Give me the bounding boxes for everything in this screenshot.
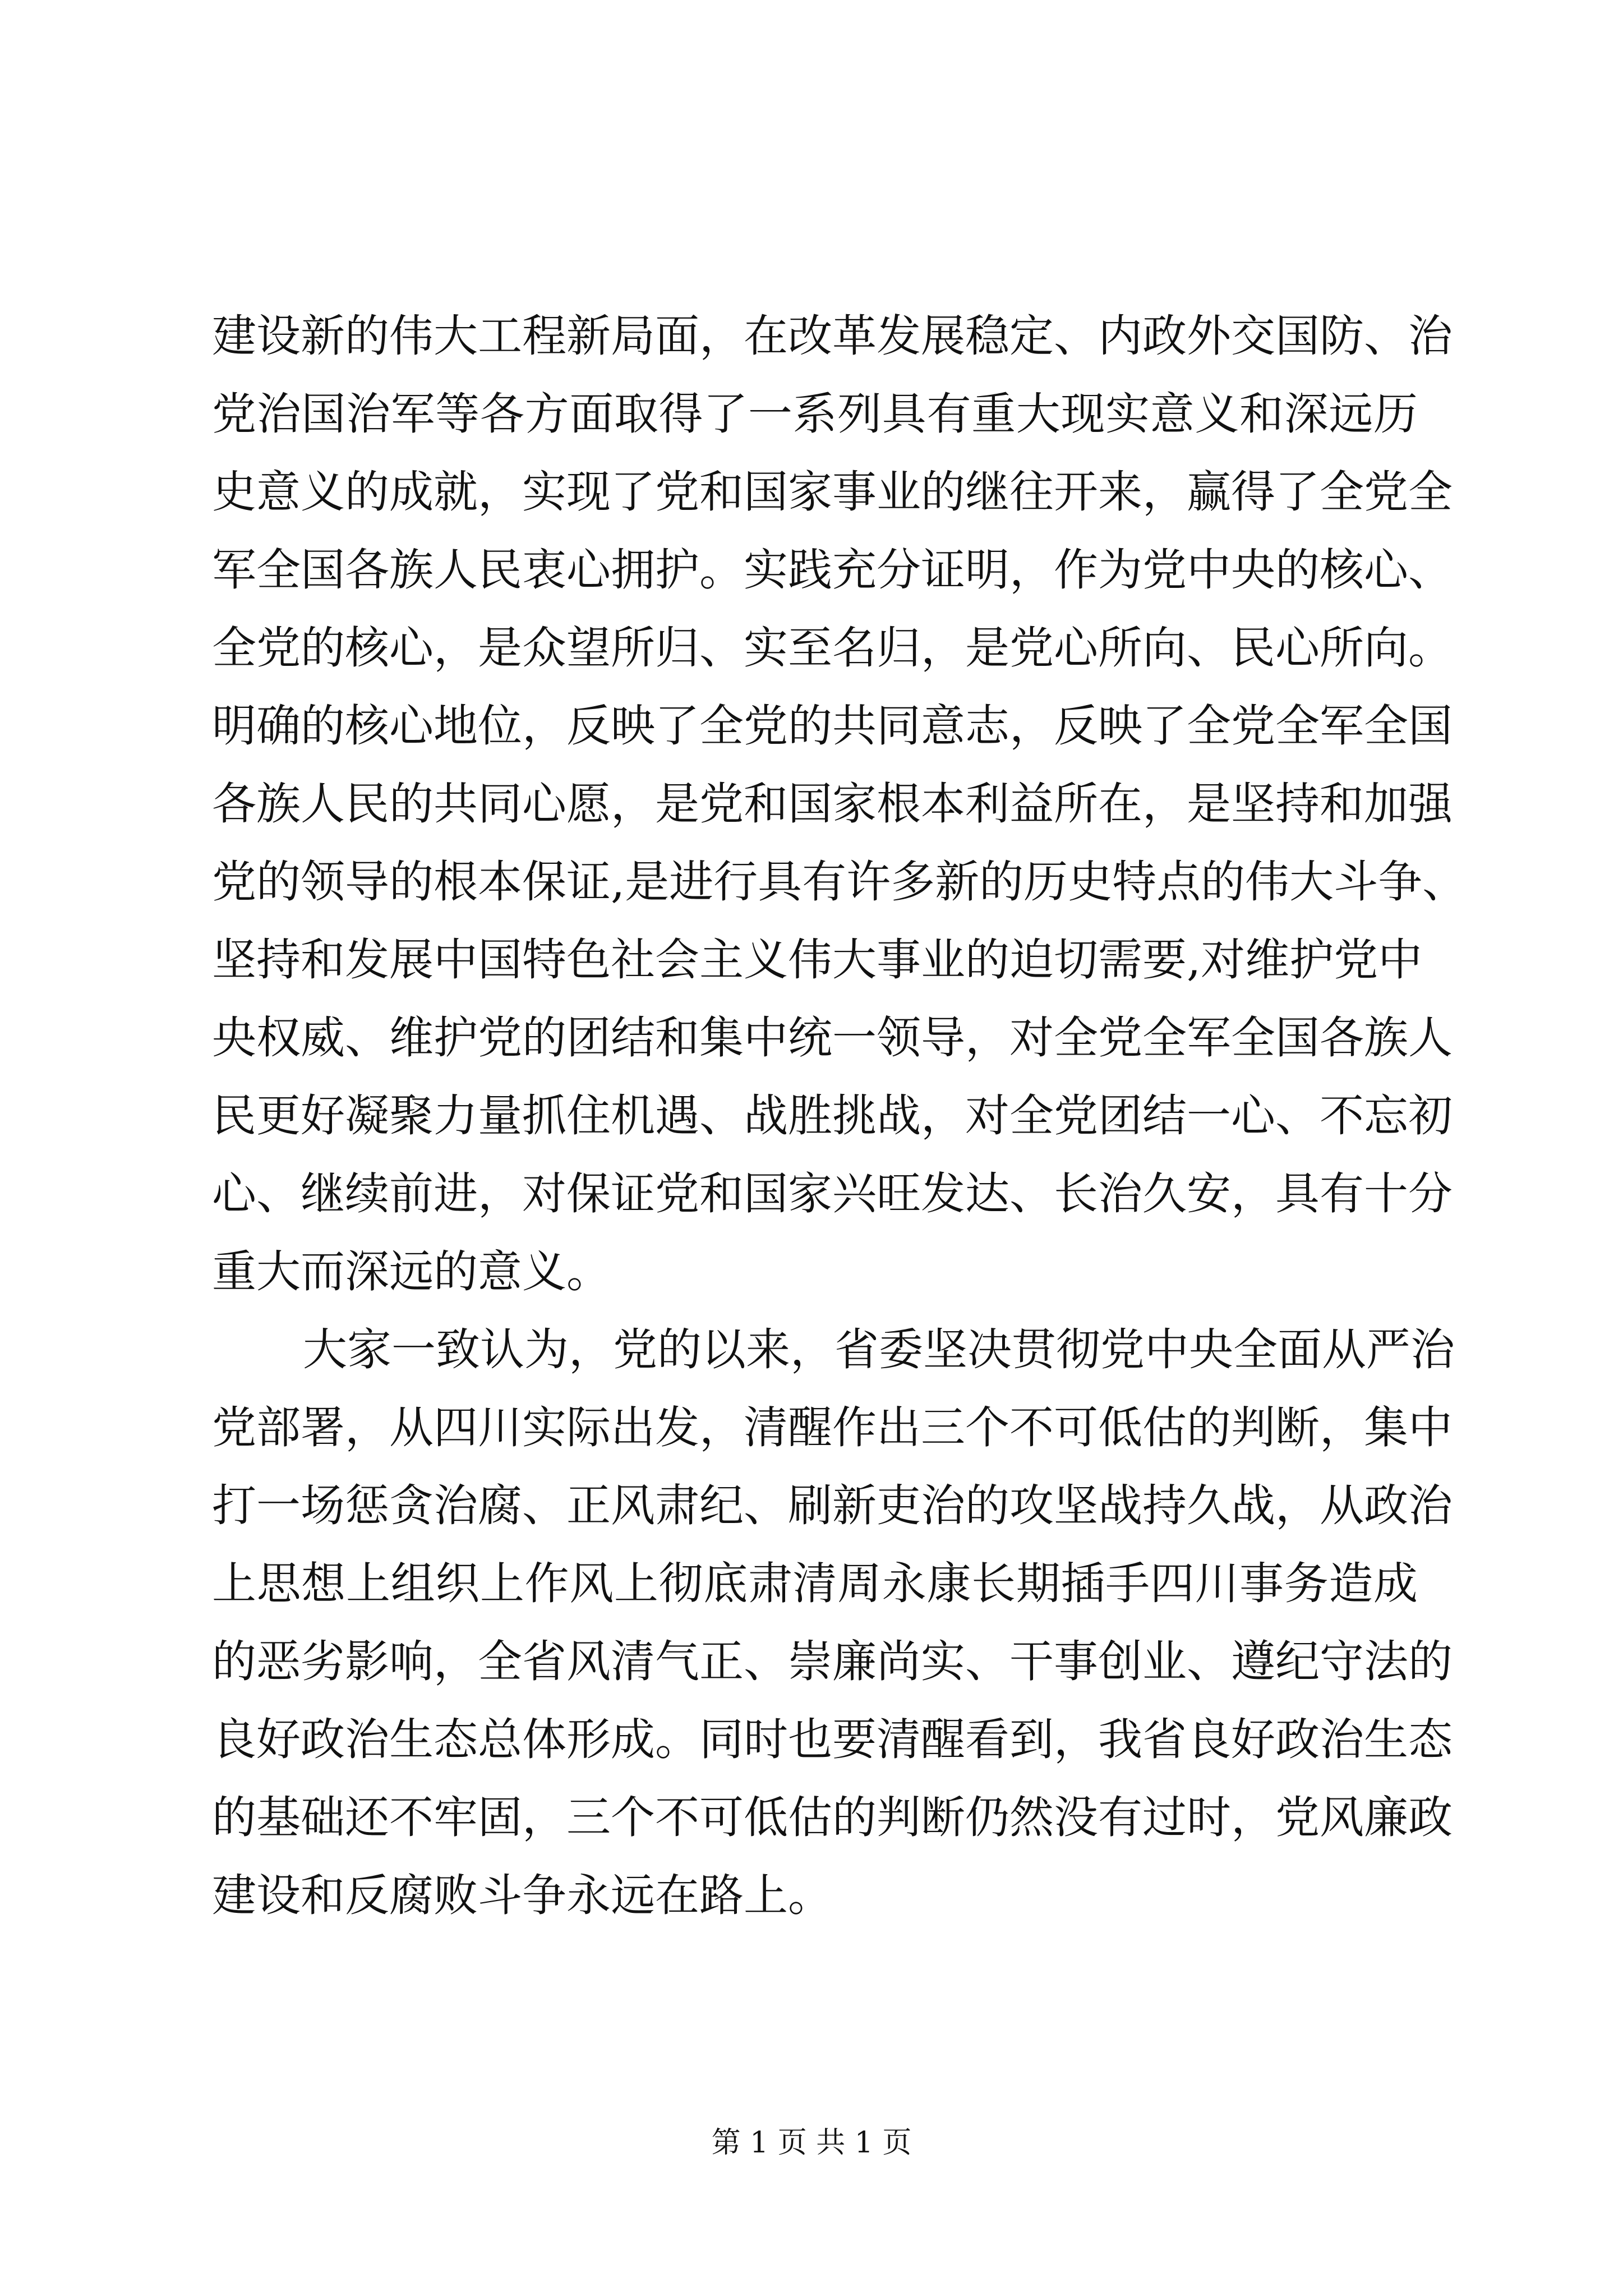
paragraph-2-line-8: 建设和反腐败斗争永远在路上。	[212, 1870, 832, 1921]
paragraph-1-line-1: 建设新的伟大工程新局面，在改革发展稳定、内政外交国防、治	[212, 310, 1453, 362]
paragraph-1-line-11: 民更好凝聚力量抓住机遇、战胜挑战，对全党团结一心、不忘初	[212, 1090, 1453, 1142]
paragraph-1-line-3: 史意义的成就，实现了党和国家事业的继往开来，赢得了全党全	[212, 466, 1453, 518]
paragraph-2-line-2: 党部署，从四川实际出发，清醒作出三个不可低估的判断，集中	[212, 1402, 1453, 1453]
paragraph-2-line-7: 的基础还不牢固，三个不可低估的判断仍然没有过时，党风廉政	[212, 1792, 1453, 1843]
paragraph-1-line-6: 明确的核心地位，反映了全党的共同意志，反映了全党全军全国	[212, 700, 1453, 752]
paragraph-2-line-4: 上思想上组织上作风上彻底肃清周永康长期插手四川事务造成	[212, 1558, 1418, 1609]
paragraph-2-line-6: 良好政治生态总体形成。同时也要清醒看到，我省良好政治生态	[212, 1714, 1453, 1765]
paragraph-1-line-7: 各族人民的共同心愿，是党和国家根本利益所在，是坚持和加强	[212, 778, 1453, 830]
paragraph-1-line-10: 央权威、维护党的团结和集中统一领导，对全党全军全国各族人	[212, 1012, 1453, 1064]
paragraph-2-line-3: 打一场惩贪治腐、正风肃纪、刷新吏治的攻坚战持久战，从政治	[212, 1480, 1453, 1531]
page-footer	[0, 2123, 1623, 2162]
paragraph-1-line-9: 坚持和发展中国特色社会主义伟大事业的迫切需要,对维护党中	[212, 934, 1423, 986]
paragraph-1-line-2: 党治国治军等各方面取得了一系列具有重大现实意义和深远历	[212, 388, 1418, 440]
paragraph-1-line-8: 党的领导的根本保证,是进行具有许多新的历史特点的伟大斗争、	[212, 856, 1467, 908]
paragraph-1-line-13: 重大而深远的意义。	[212, 1246, 611, 1297]
paragraph-1-line-5: 全党的核心，是众望所归、实至名归，是党心所向、民心所向。	[212, 622, 1453, 674]
paragraph-1-line-12: 心、继续前进，对保证党和国家兴旺发达、长治久安，具有十分	[212, 1168, 1453, 1220]
page-number-label: 第 1 页 共 1 页	[711, 2126, 912, 2160]
paragraph-2-line-1: 大家一致认为，党的以来，省委坚决贯彻党中央全面从严治	[303, 1324, 1455, 1375]
paragraph-1-line-4: 军全国各族人民衷心拥护。实践充分证明，作为党中央的核心、	[212, 544, 1453, 596]
body-text	[212, 297, 1467, 1935]
paragraph-2-line-5: 的恶劣影响，全省风清气正、崇廉尚实、干事创业、遵纪守法的	[212, 1636, 1453, 1687]
